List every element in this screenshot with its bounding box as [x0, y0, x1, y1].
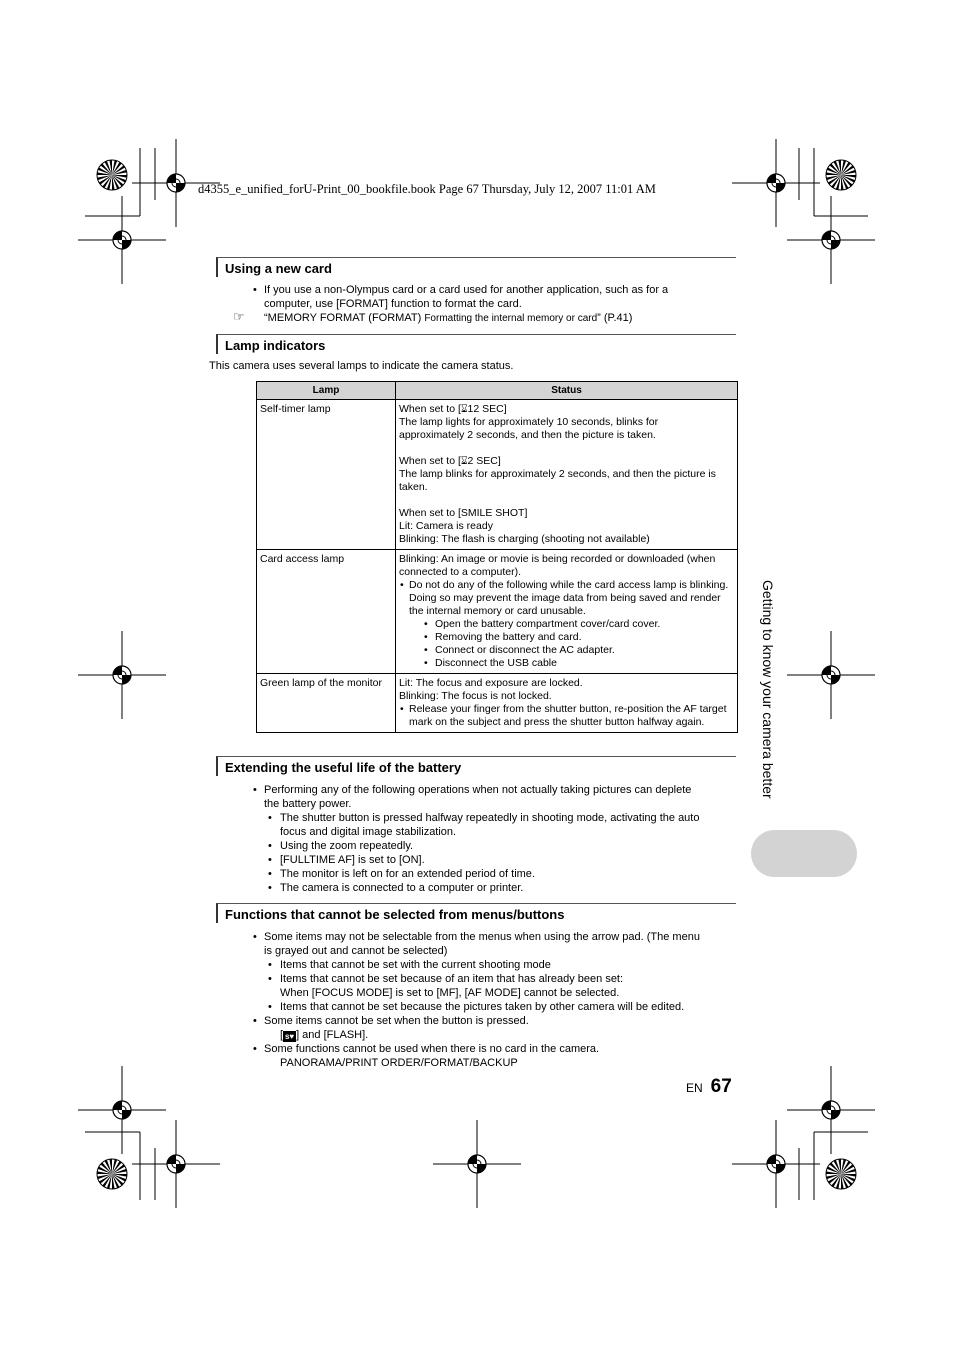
lamp-intro: This camera uses several lamps to indicate the camera status.: [209, 360, 514, 372]
side-tab: [751, 830, 857, 877]
status-line: When set to [⌛︎12 SEC]: [399, 403, 507, 415]
registration-mark-icon: [732, 139, 820, 227]
sub-list-item: • Items that cannot be set because the pictures taken by other camera will be edited.: [268, 1001, 685, 1013]
self-timer-icon: ⌛︎: [460, 455, 468, 467]
registration-mark-icon: [787, 631, 875, 719]
list-item-cont: [ s♥ ] and [FLASH].: [280, 1029, 369, 1041]
stabilizer-mode-icon: s♥: [284, 1032, 295, 1041]
section-title: Lamp indicators: [216, 334, 736, 354]
lamp-name: Self-timer lamp: [257, 400, 396, 550]
table-row: [257, 550, 738, 674]
status-line: taken.: [399, 481, 428, 493]
starburst-target-icon: [826, 160, 856, 190]
sub-list-item: • [FULLTIME AF] is set to [ON].: [268, 854, 425, 866]
page-number-value: 67: [710, 1076, 732, 1097]
status-bullet: • Do not do any of the following while the card access lamp is blinking. Doing so may prevent the image data from being saved and render the internal memory or card unusable.: [400, 579, 729, 617]
section-battery: [216, 756, 736, 895]
status-line: approximately 2 seconds, and then the picture is taken.: [399, 429, 656, 441]
registration-mark-icon: [433, 1120, 521, 1208]
sub-list-item: • Items that cannot be set with the current shooting mode: [268, 959, 551, 971]
reference-hand-icon: ☞: [233, 309, 245, 324]
registration-mark-icon: [132, 1120, 220, 1208]
sub-list-item: • The monitor is left on for an extended period of time.: [268, 868, 535, 880]
status-cell: [396, 550, 738, 674]
sub-list-item: • The camera is connected to a computer or printer.: [268, 882, 524, 894]
side-tab-label: Getting to know your camera better: [760, 580, 776, 799]
table-row: [257, 400, 738, 550]
list-item: • Some items cannot be set when the button is pressed.: [253, 1015, 529, 1027]
status-cell: [396, 400, 738, 550]
section-lamp-indicators: [209, 334, 736, 373]
print-header: d4355_e_unified_forU-Print_00_bookfile.book Page 67 Thursday, July 12, 2007 11:01 AM: [198, 182, 656, 196]
status-line: Blinking: An image or movie is being recorded or downloaded (when: [399, 553, 716, 565]
registration-mark-icon: [787, 1066, 875, 1154]
list-item-cont: PANORAMA/PRINT ORDER/FORMAT/BACKUP: [280, 1057, 518, 1069]
status-cell: [396, 674, 738, 733]
status-sub-bullet: • Disconnect the USB cable: [424, 657, 557, 669]
status-line: connected to a computer).: [399, 566, 521, 578]
registration-mark-icon: [787, 196, 875, 284]
status-sub-bullet: • Removing the battery and card.: [424, 631, 582, 643]
page-number: [686, 1076, 732, 1098]
column-header-lamp: Lamp: [257, 382, 396, 400]
status-line: Blinking: The flash is charging (shooting not available): [399, 533, 650, 545]
list-item-cont: the battery power.: [264, 798, 352, 810]
status-line: Blinking: The focus is not locked.: [399, 690, 552, 702]
starburst-target-icon: [97, 1159, 127, 1189]
table-row: [257, 674, 738, 733]
section-title: Using a new card: [216, 257, 736, 277]
sub-list-item-cont: When [FOCUS MODE] is set to [MF], [AF MODE] cannot be selected.: [280, 987, 620, 999]
status-line: Lit: Camera is ready: [399, 520, 493, 532]
column-header-status: Status: [396, 382, 738, 400]
lamp-name: Card access lamp: [257, 550, 396, 674]
sub-list-item: • The shutter button is pressed halfway repeatedly in shooting mode, activating the auto: [268, 812, 700, 824]
lamp-name: Green lamp of the monitor: [257, 674, 396, 733]
list-item-cont: is grayed out and cannot be selected): [264, 945, 448, 957]
status-sub-bullet: • Open the battery compartment cover/card cover.: [424, 618, 661, 630]
section-title: Functions that cannot be selected from menus/buttons: [216, 903, 736, 923]
section-functions: [216, 903, 736, 1070]
status-sub-bullet: • Connect or disconnect the AC adapter.: [424, 644, 615, 656]
section-title: Extending the useful life of the battery: [216, 756, 736, 776]
starburst-target-icon: [826, 1159, 856, 1189]
language-label: EN: [686, 1081, 703, 1095]
list-item-cont: computer, use [FORMAT] function to format the card.: [264, 298, 522, 310]
starburst-target-icon: [97, 160, 127, 190]
status-line: The lamp lights for approximately 10 seconds, blinks for: [399, 416, 659, 428]
section-new-card: [216, 257, 736, 326]
list-item: • Performing any of the following operations when not actually taking pictures can deplete: [253, 784, 692, 796]
status-line: The lamp blinks for approximately 2 seconds, and then the picture is: [399, 468, 716, 480]
list-item: • If you use a non-Olympus card or a card used for another application, such as for a: [253, 284, 669, 296]
list-item: • Some items may not be selectable from the menus when using the arrow pad. (The menu: [253, 931, 700, 943]
sub-list-item: • Using the zoom repeatedly.: [268, 840, 414, 852]
status-line: When set to [SMILE SHOT]: [399, 507, 528, 519]
sub-list-item: • Items that cannot be set because of an item that has already been set:: [268, 973, 624, 985]
registration-mark-icon: [78, 1066, 166, 1154]
status-line: When set to [⌛︎2 SEC]: [399, 455, 501, 467]
sub-list-item-cont: focus and digital image stabilization.: [280, 826, 457, 838]
self-timer-icon: ⌛︎: [460, 403, 468, 415]
status-line: Lit: The focus and exposure are locked.: [399, 677, 583, 689]
lamp-table: [256, 381, 738, 733]
reference-line: ☞ “MEMORY FORMAT (FORMAT) Formatting the internal memory or card” (P.41): [233, 309, 633, 324]
registration-mark-icon: [732, 1120, 820, 1208]
registration-mark-icon: [78, 631, 166, 719]
list-item: • Some functions cannot be used when there is no card in the camera.: [253, 1043, 600, 1055]
registration-mark-icon: [78, 196, 166, 284]
status-bullet: • Release your finger from the shutter button, re-position the AF target mark on the subject and press the shutter button halfway again.: [400, 703, 727, 728]
